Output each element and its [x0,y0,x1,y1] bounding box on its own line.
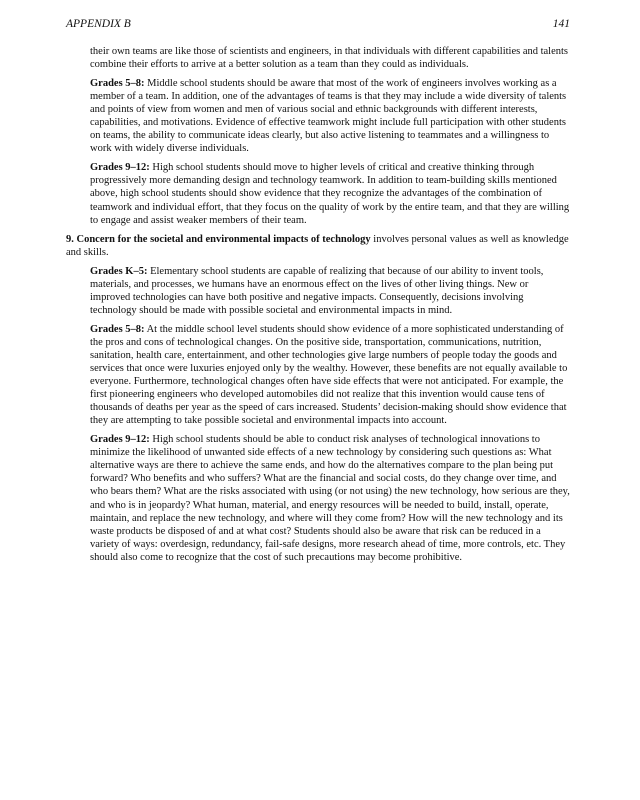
paragraph-grades-9-12-impacts [90,433,570,563]
grade-label: Grades 5–8: [90,323,145,335]
paragraph-grades-5-8-teamwork [90,77,570,155]
grade-label: Grades 9–12: [90,162,150,174]
page-header [66,18,570,34]
paragraph-text: High school students should move to higher levels of critical and creative thinking through progressively more demanding design and technology teamwork. In addition to team-building skills mentioned above, high school students should show evidence that they recognize the advantages of the combination of teamwork and individual effort, that they focus on the quality of work by the entire team, and that they are willing to engage and assist weaker members of their team. [90,162,570,226]
paragraph-text: involves personal values as well as knowledge and skills. [66,233,569,258]
appendix-label: APPENDIX B [66,18,131,30]
paragraph-grades-9-12-teamwork [90,161,570,226]
section-heading: 9. Concern for the societal and environmental impacts of technology [66,233,371,245]
section-9-heading-paragraph [66,233,570,259]
paragraph-grades-k-5-impacts [90,265,570,317]
paragraph-text: Elementary school students are capable of realizing that because of our ability to invent tools, materials, and processes, we humans have an enormous effect on the lives of other living things. New or improved technologies can have both positive and negative impacts. Consequently, decisions involving technology should be made with possible societal and environmental impacts in mind. [90,265,544,316]
grade-label: Grades 9–12: [90,434,150,446]
paragraph-text: High school students should be able to conduct risk analyses of technological innovations to minimize the likelihood of unwanted side effects of a new technology by considering such questions as: What alternative ways are there to achieve the same ends, and how do the alternatives compare to the plan being put forward? Who benefits and who suffers? What are the financial and social costs, do they change over time, and who bears them? What are the risks associated with using (or not using) the new technology, how serious are they, and who is in jeopardy? What human, material, and energy resources will be needed to build, install, operate, maintain, and replace the new technology, and where will they come from? How will the new technology and its waste products be disposed of and at what cost? Students should also be aware that risk can be reduced in a variety of ways: overdesign, redundancy, fail-safe designs, more research ahead of time, more controls, etc. They should also come to recognize that the cost of such precautions may become prohibitive. [90,434,570,563]
page-number: 141 [552,18,570,30]
grade-label: Grades K–5: [90,265,148,277]
paragraph-teams-continued [90,45,570,71]
page-body [66,45,570,570]
paragraph-grades-5-8-impacts [90,323,570,427]
paragraph-text: their own teams are like those of scientists and engineers, in that individuals with different capabilities and talents combine their efforts to arrive at a better solution as a team than they could as individuals. [90,46,569,71]
paragraph-text: At the middle school level students should show evidence of a more sophisticated understanding of the pros and cons of technological changes. On the positive side, transportation, communications, nutrition, sanitation, health care, entertainment, and other technologies give large numbers of people today the goods and services that once were luxuries enjoyed only by the wealthy. However, these benefits are not equally available to everyone. Furthermore, technological changes often have side effects that were not anticipated. For example, the first pioneering engineers who developed automobiles did not realize that this invention would cause tens of thousands of deaths per year as the speed of cars increased. Students’ decision-making should show evidence that they are attempting to take possible societal and environmental impacts into account. [90,323,568,427]
grade-label: Grades 5–8: [90,78,145,90]
paragraph-text: Middle school students should be aware that most of the work of engineers involves working as a member of a team. In addition, one of the advantages of teams is that they may include a wide diversity of talents and points of view from women and men of various social and ethnic backgrounds with different interests, capabilities, and motivations. Evidence of effective teamwork might include full participation with other students on teams, the ability to communicate ideas clearly, but also active listening to teammates and a willingness to work with widely diverse individuals. [90,78,567,155]
